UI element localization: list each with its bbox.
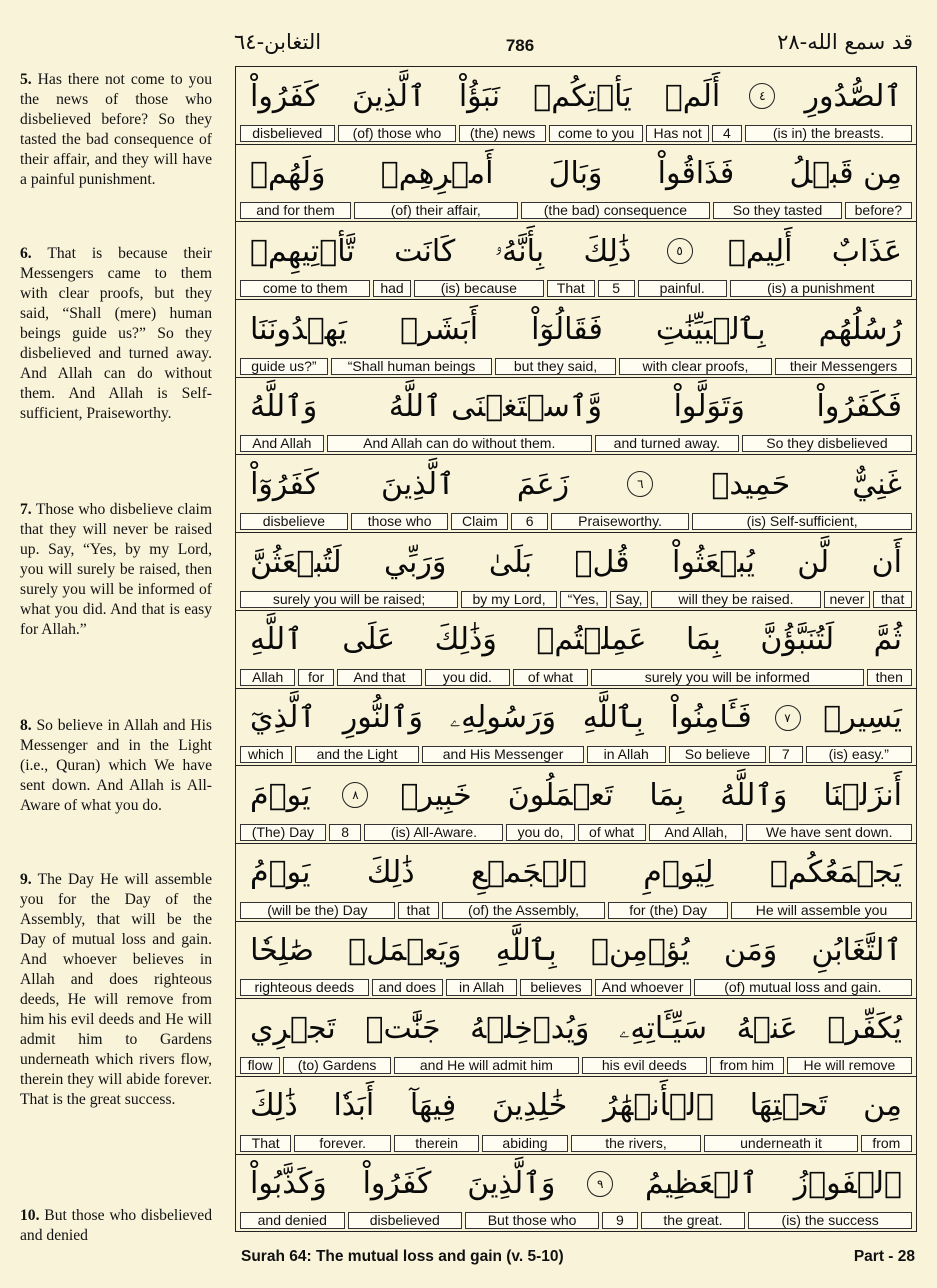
arabic-word: يَوۡمُ <box>250 855 311 891</box>
arabic-word: غَنِيٌّ <box>852 466 902 502</box>
arabic-word: قُلۡ <box>574 544 630 580</box>
ayah-number-marker: ٨ <box>342 782 368 808</box>
interlinear-row <box>236 922 916 1000</box>
translation-cells <box>240 824 912 841</box>
word-translation-cell: surely you will be informed <box>591 669 864 686</box>
word-translation-cell: from him <box>710 1057 784 1074</box>
word-translation-cell: 6 <box>511 513 548 530</box>
arabic-word: عَذَابٌ <box>831 233 902 269</box>
arabic-line <box>236 844 916 902</box>
word-translation-cell: 5 <box>598 280 635 297</box>
arabic-line <box>236 689 916 747</box>
word-translation-cell: that <box>398 902 439 919</box>
word-translation-cell: righteous deeds <box>240 979 369 996</box>
word-translation-cell: never <box>824 591 871 608</box>
ayah-number-marker: ٤ <box>749 83 775 109</box>
word-translation-cell: Say, <box>610 591 649 608</box>
word-translation-cell: We have sent down. <box>746 824 912 841</box>
interlinear-row <box>236 67 916 145</box>
arabic-word: صَٰلِحٗا <box>250 933 314 969</box>
arabic-word: فَكَفَرُواْ <box>816 389 902 425</box>
word-translation-cell: (the bad) consequence <box>521 202 711 219</box>
word-translation-cell: (The) Day <box>240 824 326 841</box>
page-footer <box>241 1248 915 1266</box>
translation-cells <box>240 358 912 375</box>
arabic-line <box>236 455 916 513</box>
word-translation-cell: from <box>861 1135 912 1152</box>
arabic-word: أَلَمۡ <box>664 78 721 114</box>
ayah-number-marker: ٦ <box>627 471 653 497</box>
arabic-word: أَبَشَرٞ <box>400 311 479 347</box>
arabic-word: ٱلۡجَمۡعِ <box>471 855 587 891</box>
verse-paragraph-8 <box>20 716 212 816</box>
word-translation-cell: you did. <box>425 669 510 686</box>
arabic-word: بِٱللَّهِ <box>582 700 644 735</box>
arabic-word: وَّٱسۡتَغۡنَى ٱللَّهُ <box>388 389 602 425</box>
word-translation-cell: with clear proofs, <box>619 358 772 375</box>
arabic-word: كَفَرُواْ <box>250 78 319 114</box>
arabic-word: ذَٰلِكَ <box>250 1088 298 1124</box>
word-translation-cell: of what <box>513 669 588 686</box>
word-translation-cell: 8 <box>329 824 362 841</box>
arabic-word: وَرَسُولِهِۦ <box>449 700 556 735</box>
ayah-number-marker: ٩ <box>587 1171 613 1197</box>
word-translation-cell: Praiseworthy. <box>551 513 689 530</box>
word-translation-cell: That <box>547 280 594 297</box>
arabic-word: أَلِيمٞ <box>727 233 793 269</box>
verse-text: So believe in Allah and His Messenger and in the Light (i.e., Quran) which We have sent down. And Allah is All-Aware of what you do. <box>20 717 213 814</box>
arabic-line <box>236 611 916 669</box>
verse-number: 5. <box>20 71 32 88</box>
word-translation-cell: disbelieved <box>240 125 335 142</box>
verse-number: 9. <box>20 871 32 888</box>
verse-number: 7. <box>20 501 32 518</box>
translation-cells <box>240 1212 912 1229</box>
verse-text: The Day He will assemble you for the Day of the Assembly, that will be the Day of mutual loss and gain. And whoever believes in Allah and does righteous deeds, He will remove from him his evil deeds and He will admit him to Gardens underneath which rivers flow, therein they will abide forever. That is the great success. <box>20 871 212 1108</box>
arabic-word: ٱلصُّدُورِ <box>804 78 902 114</box>
word-translation-cell: that <box>873 591 912 608</box>
word-translation-cell: believes <box>520 979 591 996</box>
arabic-word: وَمَن <box>723 933 778 969</box>
word-translation-cell: and the Light <box>295 746 420 763</box>
word-translation-cell: which <box>240 746 292 763</box>
word-translation-cell: had <box>373 280 410 297</box>
translation-cells <box>240 902 912 919</box>
arabic-word: تَحۡتِهَا <box>749 1088 828 1124</box>
word-translation-cell: disbelieved <box>348 1212 462 1229</box>
word-translation-cell: come to you <box>549 125 644 142</box>
ayah-number-marker: ٧ <box>775 705 801 731</box>
arabic-line <box>236 766 916 824</box>
word-translation-cell: disbelieve <box>240 513 348 530</box>
arabic-word: بِٱللَّهِ <box>495 933 557 969</box>
arabic-word: وَٱلنُّورِ <box>342 700 423 735</box>
arabic-word: زَعَمَ <box>516 466 570 502</box>
word-translation-cell: (the) news <box>459 125 546 142</box>
arabic-line <box>236 1077 916 1135</box>
arabic-word: تَجۡرِي <box>250 1010 336 1046</box>
interlinear-grid <box>235 66 917 1232</box>
arabic-word: لَتُنَبَّؤُنَّ <box>760 622 835 658</box>
word-translation-cell: So they tasted <box>713 202 842 219</box>
arabic-line <box>236 222 916 280</box>
verse-number: 6. <box>20 245 32 262</box>
arabic-word: أَمۡرِهِمۡ <box>380 156 494 192</box>
verse-paragraph-6 <box>20 244 212 424</box>
word-translation-cell: come to them <box>240 280 370 297</box>
word-translation-cell: 4 <box>712 125 742 142</box>
arabic-word: يَسِيرٞ <box>823 700 902 735</box>
arabic-word: أَنزَلۡنَا <box>823 777 902 813</box>
word-translation-cell: and He will admit him <box>394 1057 579 1074</box>
word-translation-cell: abiding <box>482 1135 567 1152</box>
interlinear-row <box>236 766 916 844</box>
page-number: 786 <box>505 36 535 55</box>
arabic-word: لِيَوۡمِ <box>643 855 714 891</box>
word-translation-cell: 9 <box>602 1212 638 1229</box>
translation-cells <box>240 280 912 297</box>
translation-cells <box>240 202 912 219</box>
word-translation-cell: Claim <box>451 513 508 530</box>
word-translation-cell: (will be the) Day <box>240 902 395 919</box>
verse-number: 10. <box>20 1207 40 1224</box>
arabic-word: لَّن <box>797 544 830 580</box>
arabic-word: ٱلَّذِيٓ <box>250 700 316 735</box>
word-translation-cell: And Allah, <box>649 824 744 841</box>
translation-cells <box>240 591 912 608</box>
word-translation-cell: surely you will be raised; <box>240 591 458 608</box>
arabic-word: وَتَوَلَّواْ <box>673 389 745 425</box>
word-translation-cell: (is) because <box>414 280 544 297</box>
arabic-word: تَّأۡتِيهِمۡ <box>250 233 355 269</box>
word-translation-cell: (is) a punishment <box>730 280 912 297</box>
arabic-line <box>236 533 916 591</box>
interlinear-row <box>236 844 916 922</box>
word-translation-cell: therein <box>394 1135 479 1152</box>
word-translation-cell: “Shall human beings <box>331 358 492 375</box>
arabic-word: فِيهَآ <box>409 1088 457 1124</box>
arabic-word: وَلَهُمۡ <box>250 156 326 192</box>
word-translation-cell: in Allah <box>587 746 666 763</box>
arabic-word: بِٱلۡبَيِّنَٰتِ <box>655 311 766 347</box>
word-translation-cell: Has not <box>646 125 708 142</box>
arabic-word: بِمَا <box>649 777 685 813</box>
arabic-word: ذَٰلِكَ <box>583 233 632 269</box>
word-translation-cell: for (the) Day <box>608 902 728 919</box>
header-surah-arabic: التغابن-٦٤ <box>234 30 322 54</box>
arabic-word: وَرَبِّي <box>384 544 447 580</box>
word-translation-cell: (is) Self-sufficient, <box>692 513 912 530</box>
arabic-word: يُبۡعَثُواْ <box>672 544 755 580</box>
translation-cells <box>240 1135 912 1152</box>
word-translation-cell: before? <box>845 202 912 219</box>
arabic-word: ٱلتَّغَابُنِ <box>811 933 902 969</box>
header-part-arabic: قد سمع الله-٢٨ <box>777 30 913 54</box>
word-translation-cell: of what <box>578 824 646 841</box>
footer-surah-title: Surah 64: The mutual loss and gain (v. 5-10) <box>241 1248 564 1265</box>
arabic-word: يُكَفِّرۡ <box>827 1010 902 1046</box>
ayah-number-marker: ٥ <box>667 238 693 264</box>
arabic-word: ٱلۡأَنۡهَٰرُ <box>603 1088 715 1124</box>
arabic-word: جَنَّٰتٖ <box>365 1010 441 1046</box>
arabic-word: بَلَىٰ <box>488 544 533 580</box>
arabic-word: وَيَعۡمَلۡ <box>348 933 462 969</box>
arabic-word: فَـَٔامِنُواْ <box>670 700 752 735</box>
word-translation-cell: in Allah <box>446 979 517 996</box>
arabic-word: عَمِلۡتُمۡ <box>536 622 647 658</box>
interlinear-row <box>236 999 916 1077</box>
arabic-word: يَجۡمَعُكُمۡ <box>769 855 902 891</box>
translation-cells <box>240 746 912 763</box>
verse-paragraph-9 <box>20 870 212 1110</box>
interlinear-row <box>236 300 916 378</box>
interlinear-row <box>236 1155 916 1233</box>
arabic-line <box>236 922 916 980</box>
footer-part: Part - 28 <box>853 1248 915 1265</box>
interlinear-row <box>236 378 916 456</box>
arabic-word: حَمِيدٞ <box>711 466 791 502</box>
interlinear-row <box>236 533 916 611</box>
arabic-word: ٱللَّهِ <box>250 622 303 658</box>
translation-cells <box>240 669 912 686</box>
word-translation-cell: flow <box>240 1057 280 1074</box>
word-translation-cell: (of) those who <box>338 125 457 142</box>
word-translation-cell: then <box>867 669 912 686</box>
arabic-word: وَكَذَّبُواْ <box>250 1166 327 1202</box>
arabic-line <box>236 145 916 203</box>
word-translation-cell: underneath it <box>704 1135 857 1152</box>
word-translation-cell: the great. <box>641 1212 746 1229</box>
arabic-word: خَبِيرٞ <box>400 777 472 813</box>
verse-number: 8. <box>20 717 32 734</box>
arabic-word: عَلَى <box>342 622 396 658</box>
word-translation-cell: And Allah <box>240 435 324 452</box>
word-translation-cell: but they said, <box>495 358 616 375</box>
verse-text: Those who disbelieve claim that they will never be raised up. Say, “Yes, by my Lord, you will surely be raised, then surely you will be informed of what you did. And that is easy for Allah.” <box>20 501 212 638</box>
word-translation-cell: and does <box>372 979 443 996</box>
arabic-word: وَٱلَّذِينَ <box>467 1166 556 1202</box>
word-translation-cell: and turned away. <box>595 435 739 452</box>
word-translation-cell: Allah <box>240 669 295 686</box>
verse-text: But those who disbelieved and denied <box>20 1207 212 1244</box>
verse-paragraph-10 <box>20 1206 212 1246</box>
word-translation-cell: So believe <box>669 746 766 763</box>
word-translation-cell: That <box>240 1135 291 1152</box>
word-translation-cell: and for them <box>240 202 351 219</box>
word-translation-cell: his evil deeds <box>582 1057 707 1074</box>
translation-cells <box>240 979 912 996</box>
interlinear-row <box>236 145 916 223</box>
translation-cells <box>240 435 912 452</box>
verse-text: Has there not come to you the news of those who disbelieved before? So they tasted the bad consequence of their affair, and they will have a painful punishment. <box>20 71 213 188</box>
interlinear-row <box>236 611 916 689</box>
arabic-word: فَقَالُوٓاْ <box>531 311 603 347</box>
word-translation-cell: for <box>298 669 334 686</box>
arabic-word: ثُمَّ <box>873 622 902 658</box>
arabic-word: مِن <box>863 1088 902 1124</box>
arabic-word: لَتُبۡعَثُنَّ <box>250 544 342 580</box>
interlinear-row <box>236 1077 916 1155</box>
word-translation-cell: (is) easy.” <box>806 746 912 763</box>
word-translation-cell: and denied <box>240 1212 345 1229</box>
arabic-word: وَيُدۡخِلۡهُ <box>470 1010 590 1046</box>
arabic-word: نَبَؤُاْ <box>458 78 501 114</box>
word-translation-cell: those who <box>351 513 449 530</box>
arabic-word: يَوۡمَ <box>250 777 311 813</box>
arabic-word: ٱلۡعَظِيمُ <box>645 1166 758 1202</box>
arabic-word: وَبَالَ <box>548 156 603 192</box>
arabic-word: ٱلَّذِينَ <box>381 466 455 502</box>
word-translation-cell: (of) their affair, <box>354 202 518 219</box>
word-translation-cell: forever. <box>294 1135 391 1152</box>
arabic-word: وَٱللَّهُ <box>720 777 788 813</box>
translation-cells <box>240 125 912 142</box>
verse-text: That is because their Messengers came to them with clear proofs, but they said, “Shall (mere) human beings guide us?” So they disbelieved and turned away. And Allah can do without them. And Allah is Self-sufficient, Praiseworthy. <box>20 245 212 422</box>
word-translation-cell: And Allah can do without them. <box>327 435 592 452</box>
verse-paragraph-7 <box>20 500 212 640</box>
arabic-word: أَن <box>871 544 902 580</box>
arabic-word: رُسُلُهُم <box>818 311 902 347</box>
arabic-word: وَٱللَّهُ <box>250 389 318 425</box>
arabic-word: كَفَرُواْ <box>362 1166 432 1202</box>
word-translation-cell: He will remove <box>787 1057 912 1074</box>
arabic-word: فَذَاقُواْ <box>657 156 735 192</box>
translation-cells <box>240 1057 912 1074</box>
arabic-word: يُؤۡمِنۢ <box>590 933 690 969</box>
arabic-line <box>236 1155 916 1213</box>
word-translation-cell: (is) the success <box>748 1212 912 1229</box>
word-translation-cell: And whoever <box>595 979 691 996</box>
arabic-word: أَبَدٗا <box>333 1088 375 1124</box>
arabic-word: تَعۡمَلُونَ <box>507 777 614 813</box>
word-translation-cell: But those who <box>465 1212 599 1229</box>
arabic-word: خَٰلِدِينَ <box>491 1088 568 1124</box>
word-translation-cell: “Yes, <box>560 591 607 608</box>
arabic-word: كَانَت <box>394 233 456 269</box>
word-translation-cell: And that <box>337 669 422 686</box>
word-translation-cell: and His Messenger <box>422 746 583 763</box>
interlinear-row <box>236 689 916 767</box>
word-translation-cell: painful. <box>638 280 727 297</box>
word-translation-cell: the rivers, <box>571 1135 702 1152</box>
translation-cells <box>240 513 912 530</box>
word-translation-cell: guide us?” <box>240 358 328 375</box>
word-translation-cell: by my Lord, <box>461 591 557 608</box>
word-translation-cell: He will assemble you <box>731 902 912 919</box>
arabic-word: يَهۡدُونَنَا <box>250 311 347 347</box>
word-translation-cell: (is) All-Aware. <box>364 824 503 841</box>
arabic-word: كَفَرُوٓاْ <box>250 466 319 502</box>
arabic-word: بِأَنَّهُۥ <box>494 233 545 269</box>
word-translation-cell: their Messengers <box>775 358 912 375</box>
verse-paragraph-5 <box>20 70 212 190</box>
arabic-word: ٱلَّذِينَ <box>352 78 426 114</box>
arabic-word: سَيِّـَٔاتِهِۦ <box>619 1010 707 1046</box>
arabic-word: وَذَٰلِكَ <box>434 622 497 658</box>
arabic-word: مِن قَبۡلُ <box>789 156 902 192</box>
arabic-word: ٱلۡفَوۡزُ <box>793 1166 902 1202</box>
word-translation-cell: (is in) the breasts. <box>745 125 912 142</box>
arabic-line <box>236 999 916 1057</box>
word-translation-cell: (of) mutual loss and gain. <box>694 979 912 996</box>
arabic-word: عَنۡهُ <box>736 1010 798 1046</box>
word-translation-cell: will they be raised. <box>651 591 820 608</box>
word-translation-cell: So they disbelieved <box>742 435 912 452</box>
word-translation-cell: 7 <box>769 746 802 763</box>
word-translation-cell: you do, <box>506 824 574 841</box>
interlinear-row <box>236 222 916 300</box>
arabic-word: بِمَا <box>686 622 721 658</box>
arabic-line <box>236 378 916 436</box>
arabic-word: ذَٰلِكَ <box>366 855 415 891</box>
word-translation-cell: (to) Gardens <box>283 1057 391 1074</box>
arabic-line <box>236 67 916 125</box>
arabic-line <box>236 300 916 358</box>
word-translation-cell: (of) the Assembly, <box>442 902 606 919</box>
interlinear-row <box>236 455 916 533</box>
arabic-word: يَأۡتِكُمۡ <box>533 78 632 114</box>
